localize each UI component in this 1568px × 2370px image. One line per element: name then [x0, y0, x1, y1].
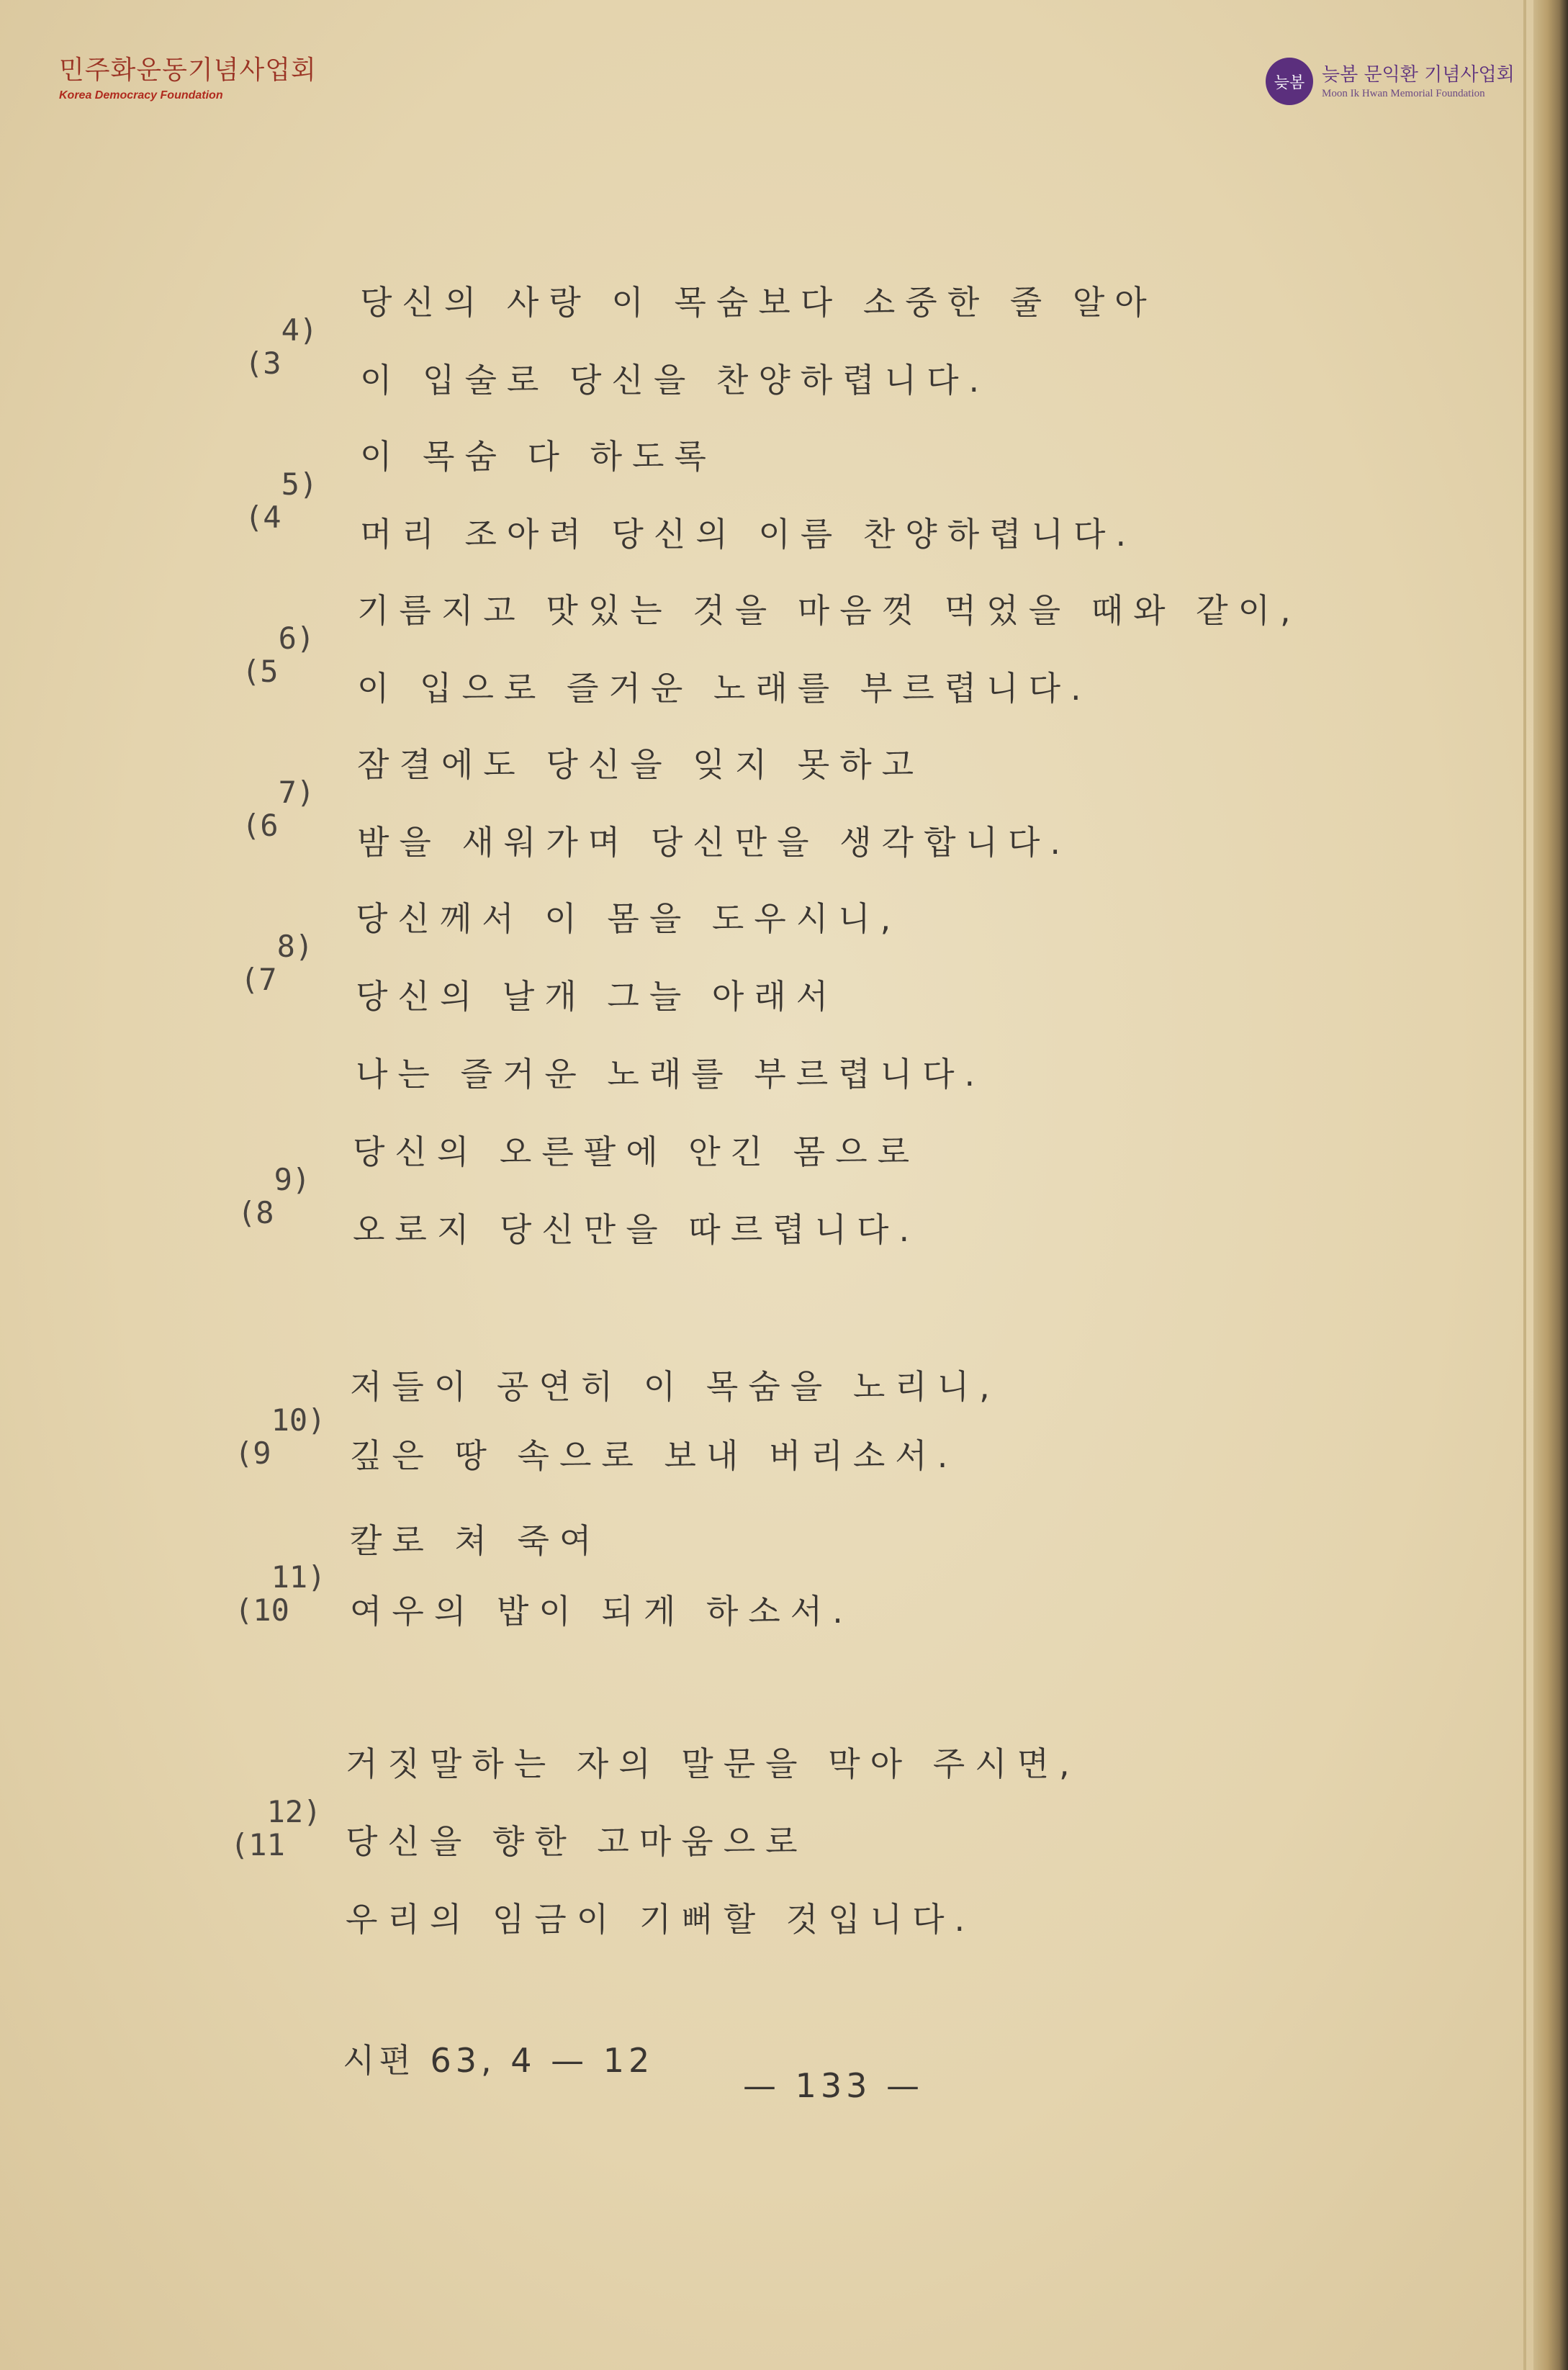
- verse-line: 기름지고 맛있는 것을 마음껏 먹었을 때와 같이,: [357, 591, 1301, 630]
- verse-line: 머리 조아려 당신의 이름 찬양하렵니다.: [360, 515, 1137, 554]
- page-edge-shadow: [1523, 0, 1526, 2370]
- verse-line: 깊은 땅 속으로 보내 버리소서.: [350, 1436, 958, 1475]
- verse-line: 거짓말하는 자의 말문을 막아 주시면,: [346, 1744, 1080, 1783]
- logo-korean-text: 민주화운동기념사업회: [59, 55, 317, 85]
- verse-line: 이 입으로 즐거운 노래를 부르렵니다.: [357, 669, 1091, 708]
- logo-english-text: Moon Ik Hwan Memorial Foundation: [1322, 87, 1485, 99]
- verse-line: 잠결에도 당신을 잊지 못하고: [357, 745, 924, 784]
- verse-line: 밤을 새워가며 당신만을 생각합니다.: [357, 823, 1071, 862]
- verse-number: 11) (10: [235, 1559, 326, 1628]
- verse-line: 당신의 날개 그늘 아래서: [356, 977, 839, 1016]
- verse-line: 이 입술로 당신을 찬양하렵니다.: [360, 361, 990, 400]
- verse-line: 우리의 임금이 기뻐할 것입니다.: [346, 1900, 976, 1939]
- page-number: — 133 —: [743, 2066, 924, 2105]
- moon-ik-hwan-foundation-logo: [1266, 58, 1515, 105]
- logo-english-text: Korea Democracy Foundation: [59, 89, 223, 102]
- verse-line: 당신을 향한 고마움으로: [346, 1822, 808, 1861]
- verse-number: 9) (8: [238, 1162, 311, 1230]
- verse-line: 저들이 공연히 이 목숨을 노리니,: [350, 1367, 1000, 1406]
- logo-korean-text: 늦봄 문익환 기념사업회: [1322, 63, 1515, 86]
- verse-line: 나는 즐거운 노래를 부르렵니다.: [356, 1055, 986, 1094]
- verse-number: 10) (9: [235, 1402, 326, 1471]
- verse-number: 8) (7: [240, 929, 314, 997]
- verse-line: 당신의 사랑 이 목숨보다 소중한 줄 알아: [360, 283, 1157, 322]
- verse-line: 오로지 당신만을 따르렵니다.: [353, 1210, 920, 1249]
- verse-number: 12) (11: [230, 1794, 322, 1862]
- seal-icon: 늦봄: [1266, 58, 1313, 105]
- verse-number: 4) (3: [245, 312, 318, 381]
- page-edge: [1533, 0, 1568, 2370]
- verse-number: 7) (6: [242, 775, 315, 843]
- korea-democracy-foundation-logo: [59, 55, 317, 102]
- verse-number: 5) (4: [245, 467, 318, 535]
- verse-line: 여우의 밥이 되게 하소서.: [350, 1592, 853, 1631]
- verse-line: 당신의 오른팔에 안긴 몸으로: [353, 1132, 920, 1171]
- verse-number: 6) (5: [242, 621, 315, 689]
- verse-line: 칼로 쳐 죽여: [350, 1521, 602, 1560]
- verse-line: 당신께서 이 몸을 도우시니,: [356, 899, 901, 938]
- scripture-citation: 시편 63, 4 — 12: [343, 2041, 654, 2080]
- verse-line: 이 목숨 다 하도록: [360, 437, 716, 476]
